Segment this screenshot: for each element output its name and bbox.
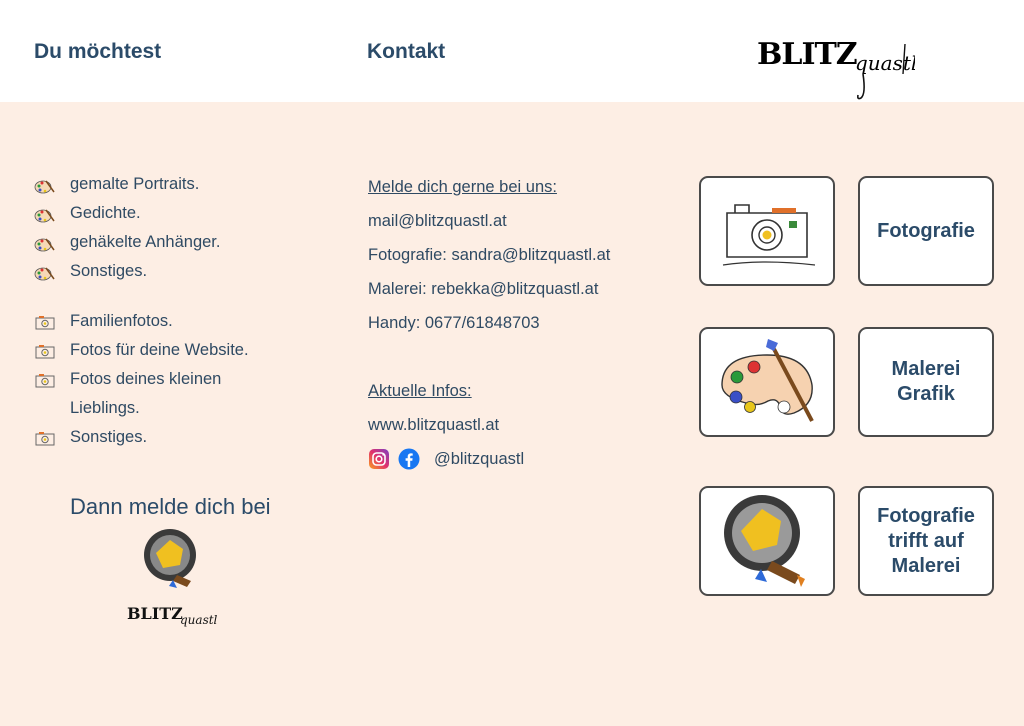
photo-wishes-list (34, 307, 249, 452)
list-item: Sonstiges. (34, 423, 249, 452)
palette-icon (34, 263, 56, 281)
list-item: gehäkelte Anhänger. (34, 228, 220, 257)
website-link[interactable]: www.blitzquastl.at (368, 416, 500, 434)
palette-icon (34, 234, 56, 252)
social-handle[interactable]: @blitzquastl (434, 450, 525, 468)
cta-text: Dann melde dich bei (70, 494, 271, 519)
list-item: Gedichte. (34, 199, 220, 228)
list-item: Fotos für deine Website. (34, 336, 249, 365)
contact-intro: Melde dich gerne bei uns: (368, 178, 557, 196)
aperture-brush-icon (717, 491, 817, 591)
palette-icon (34, 205, 56, 223)
list-item: Sonstiges. (34, 257, 220, 286)
painted-wishes-list (34, 170, 220, 286)
facebook-icon[interactable] (398, 448, 420, 470)
card-fotografie[interactable] (858, 176, 994, 286)
contact-mail[interactable]: mail@blitzquastl.at (368, 212, 507, 230)
contact-foto-mail[interactable]: Fotografie: sandra@blitzquastl.at (368, 246, 611, 264)
contact-malerei-mail[interactable]: Malerei: rebekka@blitzquastl.at (368, 280, 599, 298)
card-fotografie-label: Fotografie (877, 219, 975, 242)
camera-icon (34, 371, 56, 389)
list-item: gemalte Portraits. (34, 170, 220, 199)
list-item: Lieblings. (70, 399, 140, 417)
news-title: Aktuelle Infos: (368, 382, 472, 400)
logo-quastl-text: quastl (855, 51, 915, 75)
card-malerei-label: Malerei Grafik (891, 358, 961, 405)
aperture-logo-small (125, 525, 225, 645)
blitzquastl-logo (755, 30, 915, 102)
camera-icon (34, 342, 56, 360)
card-fotografie-malerei[interactable] (858, 486, 994, 596)
logo-small-blitz: BLITZ (127, 604, 183, 623)
spacer (368, 340, 688, 374)
instagram-icon[interactable] (368, 448, 390, 470)
card-photo-image[interactable] (699, 176, 835, 286)
camera-icon (34, 313, 56, 331)
card-malerei-grafik[interactable] (858, 327, 994, 437)
list-item: Familienfotos. (34, 307, 249, 336)
card-painting-image[interactable] (699, 327, 835, 437)
social-row (368, 442, 688, 476)
contact-phone: Handy: 0677/61848703 (368, 314, 540, 332)
wishes-heading: Du möchtest (34, 40, 162, 63)
contact-heading: Kontakt (367, 40, 446, 63)
palette-icon (34, 176, 56, 194)
list-item: Fotos deines kleinen (34, 365, 249, 394)
card-combined-image[interactable] (699, 486, 835, 596)
paint-palette-icon (712, 335, 822, 430)
camera-sketch-icon (717, 191, 817, 271)
logo-small-quastl: quastl (180, 613, 218, 627)
logo-blitz-text: BLITZ (757, 37, 857, 72)
contact-block (368, 170, 688, 476)
card-combined-label: Fotografie trifft auf Malerei (877, 504, 975, 577)
camera-icon (34, 429, 56, 447)
